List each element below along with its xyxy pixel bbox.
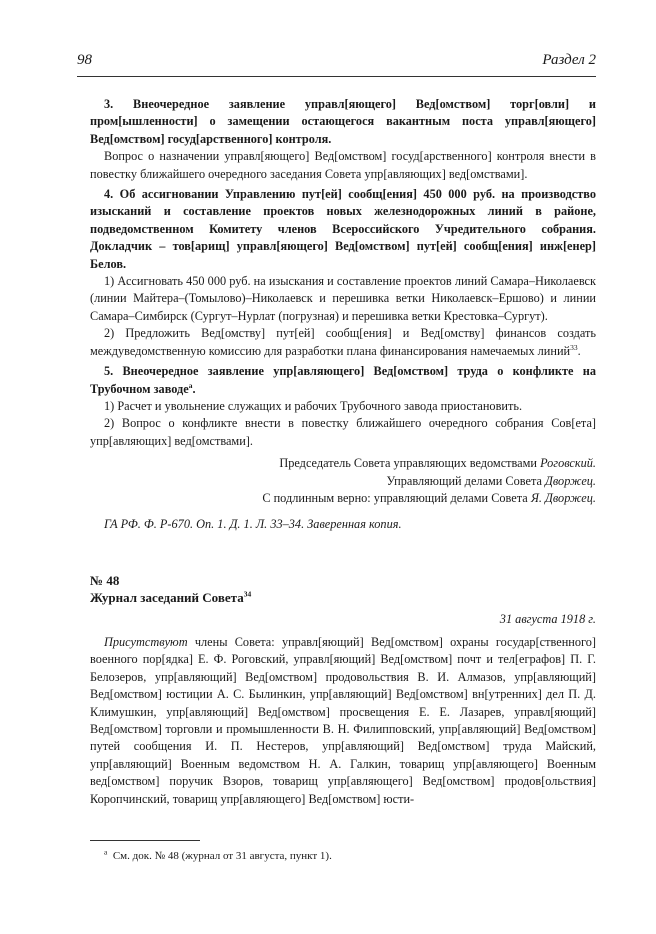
item-4-para-1: 1) Ассигновать 450 000 руб. на изыскания и составление проектов линий Самара–Николаевск (линии Майтера–(Томылово)–Николаевск и перешивка ветки Николаевск–Ершово) и линии Самара–Симбирск (Сургут–Нурлат (погрузная) и перешивка ветки Крестовка–Сургут). (90, 274, 596, 323)
signature-1-name: Роговский. (540, 456, 596, 471)
signatures (90, 455, 596, 507)
item-3-title: 3. Внеочередное заявление управл[яющего] Вед[омством] торг[овли] и пром[ышленности] о замещении остающегося вакантным поста управл[яющего] Вед[омством] госуд[арственного] контроля. (90, 97, 596, 146)
present-paragraph (90, 634, 596, 808)
document-title-text: Журнал заседаний Совета (90, 590, 244, 606)
item-4-title: 4. Об ассигновании Управлению пут[ей] сообщ[ения] 450 000 руб. на производство изысканий и составление проектов новых железнодорожных линий в районе, подведомственном Комитету членов Всероссийского Учредительного собрания. Докладчик – тов[арищ] управл[яющего] Вед[омством] пут[ей] сообщ[ения] инж[енер] Белов. (90, 187, 596, 271)
signature-3-text: С подлинным верно: управляющий делами Совета (262, 490, 528, 505)
page-body (90, 96, 596, 808)
document-title (90, 589, 596, 606)
present-text: члены Совета: управл[яющий] Вед[омством] охраны государ[ственного] военного пор[ядка] Е. Ф. Роговский, управл[яющий] Вед[омством] почт и тел[еграфов] П. Г. Белозеров, упр[авляющий] Вед[омством] продовольствия В. И. Алмазов, упр[авляющий] Вед[омством] юстиции А. С. Былинкин, упр[авляющий] Вед[омством] вн[утренних] дел П. Д. Климушкин, упр[авляющий] Вед[омством] просвещения Е. Е. Лазарев, управл[яющий] Вед[омством] торговли и промышленности В. Н. Филипповский, упр[авляющий] Вед[омством] путей сообщения И. П. Нестеров, упр[авляющий] Вед[омством] труда Майский, упр[авляющий] Военным ведомством Н. А. Галкин, товарищ упр[авляющего] Военным вед[омством] поручик Взоров, товарищ упр[авляющего] Вед[омством] продов[ольствия] Коропчинский, товарищ упр[авляющего] Вед[омством] юсти- (90, 634, 596, 806)
item-5-title (90, 363, 596, 398)
period: . (192, 381, 196, 396)
item-5-title-text: 5. Внеочередное заявление упр[авляющего] Вед[омством] труда о конфликте на Трубочном заводе (90, 364, 596, 396)
footnote-rule (90, 840, 200, 841)
item-5-para-2: 2) Вопрос о конфликте внести в повестку ближайшего очередного собрания Сов[ета] упр[авляющих] вед[омствами]. (90, 416, 596, 448)
page-number: 98 (77, 52, 92, 68)
signature-1-text: Председатель Совета управляющих ведомствами (279, 456, 537, 471)
period: . (577, 343, 581, 358)
archive-source: ГА РФ. Ф. Р-670. Оп. 1. Д. 1. Л. 33–34. Заверенная копия. (104, 517, 402, 532)
signature-3-name: Я. Дворжец. (530, 490, 596, 505)
item-4-para-2-text: 2) Предложить Вед[омству] пут[ей] сообщ[ения] и Вед[омству] финансов создать междуведомственную комиссию для разработки плана финансирования намечаемых линий (90, 326, 596, 358)
section-title: Раздел 2 (542, 52, 596, 68)
signature-1 (90, 455, 596, 472)
endnote-ref-34: 34 (243, 589, 252, 599)
present-label: Присутствуют (104, 634, 188, 649)
footnote-text: См. док. № 48 (журнал от 31 августа, пункт 1). (112, 850, 332, 862)
item-3-para-1: Вопрос о назначении управл[яющего] Вед[омством] госуд[арственного] контроля внести в повестку ближайшего очередного заседания Совета упр[авляющих] вед[омствами]. (90, 149, 596, 181)
item-5-para-1: 1) Расчет и увольнение служащих и рабочих Трубочного завода приостановить. (104, 398, 523, 413)
document-date: 31 августа 1918 г. (499, 611, 596, 626)
signature-2-text: Управляющий делами Совета (386, 473, 542, 488)
footnote (104, 847, 594, 862)
footnote-ref-a: а (188, 380, 193, 390)
footnote-mark: а (104, 847, 108, 857)
header-rule (77, 76, 596, 77)
signature-2-name: Дворжец. (545, 473, 596, 488)
signature-3 (90, 490, 596, 507)
endnote-ref-33: 33 (570, 342, 578, 352)
document-number: № 48 (90, 572, 120, 588)
item-4-para-2 (90, 325, 596, 360)
signature-2 (90, 473, 596, 490)
